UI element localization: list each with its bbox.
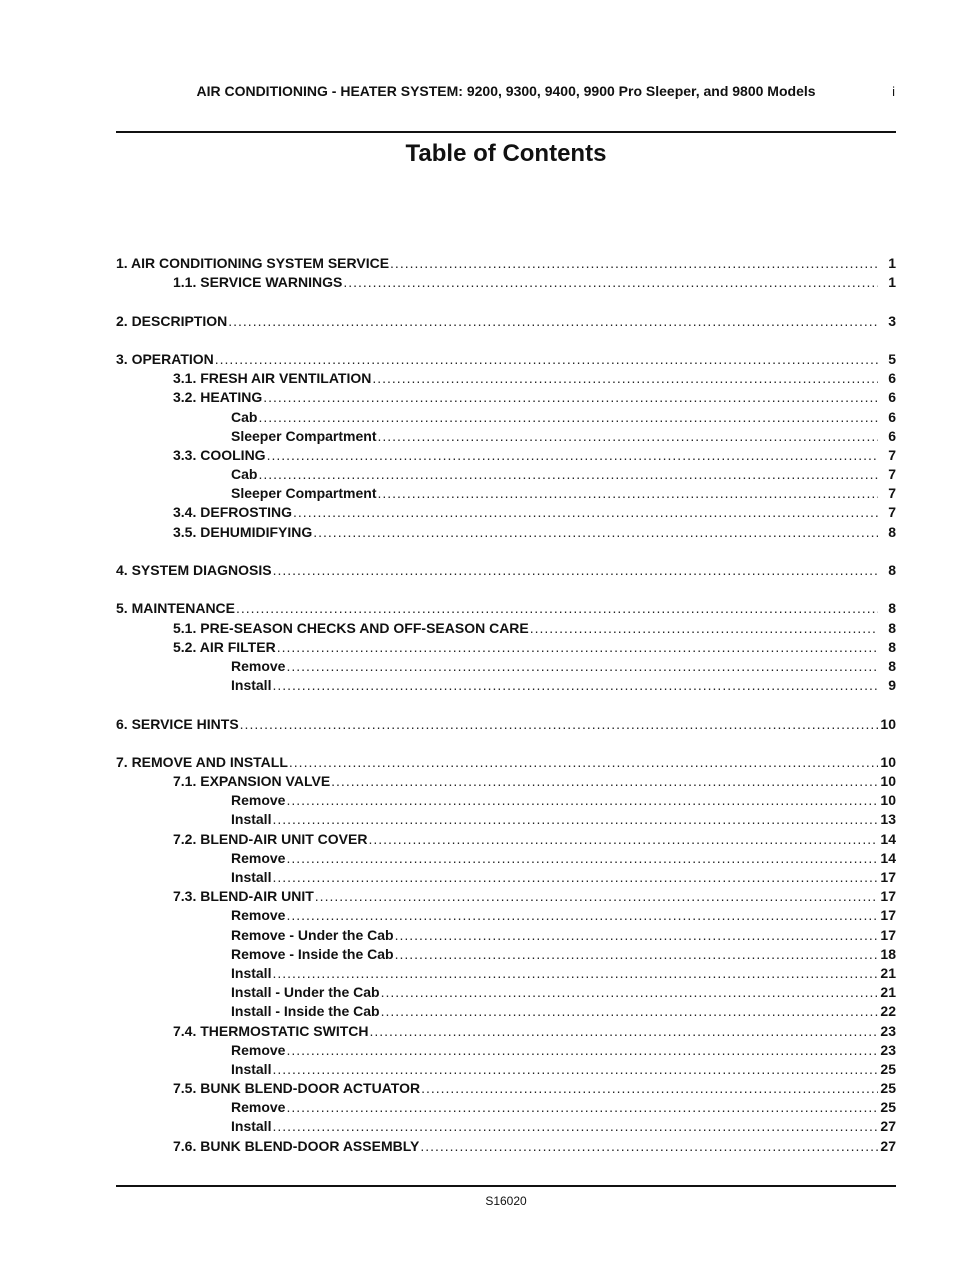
toc-entry-page[interactable]: 23: [880, 1041, 896, 1058]
toc-entry-label[interactable]: Sleeper Compartment: [231, 485, 377, 502]
toc-entry-page[interactable]: 17: [880, 926, 896, 943]
toc-entry-page[interactable]: 8: [888, 600, 896, 617]
toc-entry-page[interactable]: 21: [880, 984, 896, 1001]
dot-leader: [372, 369, 878, 388]
toc-entry-label[interactable]: Install: [231, 964, 272, 981]
dot-leader: [286, 849, 878, 868]
toc-entry-page[interactable]: 6: [888, 389, 896, 406]
toc-entry-page[interactable]: 7: [888, 485, 896, 502]
toc-entry[interactable]: [116, 523, 896, 542]
toc-entry-label[interactable]: Install: [231, 869, 272, 885]
toc-entry[interactable]: [116, 619, 896, 638]
toc-entry[interactable]: [116, 926, 896, 945]
toc-entry-label[interactable]: 7.5. BUNK BLEND-DOOR ACTUATOR: [173, 1080, 421, 1097]
dot-leader: [272, 676, 878, 695]
toc-entry[interactable]: [116, 983, 896, 1002]
toc-entry[interactable]: [116, 849, 896, 868]
toc-entry[interactable]: [116, 810, 896, 829]
toc-entry[interactable]: [116, 830, 896, 849]
toc-entry-label[interactable]: Cab: [231, 466, 258, 483]
toc-entry[interactable]: [116, 657, 896, 676]
toc-entry[interactable]: [116, 791, 896, 810]
toc-entry-label[interactable]: 3. OPERATION: [116, 350, 214, 367]
toc-entry[interactable]: [116, 503, 896, 522]
toc-entry-label[interactable]: Remove: [231, 907, 286, 924]
toc-entry[interactable]: [116, 887, 896, 906]
toc-entry[interactable]: [116, 369, 896, 388]
toc-entry-page[interactable]: 27: [880, 1118, 896, 1135]
toc-entry-label[interactable]: 5.2. AIR FILTER: [173, 638, 276, 655]
header-divider: [116, 131, 896, 133]
toc-entry[interactable]: [116, 772, 896, 791]
toc-entry-page[interactable]: 10: [880, 773, 896, 790]
toc-entry-label[interactable]: 7.2. BLEND-AIR UNIT COVER: [173, 830, 368, 847]
toc-entry[interactable]: [116, 1022, 896, 1041]
toc-entry-label[interactable]: Remove: [231, 1099, 286, 1116]
toc-entry-page[interactable]: 18: [880, 945, 896, 962]
toc-entry[interactable]: [116, 638, 896, 657]
dot-leader: [377, 484, 878, 503]
dot-leader: [286, 1041, 878, 1060]
dot-leader: [240, 715, 878, 734]
toc-title: Table of Contents: [405, 140, 607, 167]
toc-entry-label[interactable]: 5.1. PRE-SEASON CHECKS AND OFF-SEASON CARE: [173, 619, 529, 636]
dot-leader: [381, 983, 878, 1002]
toc-entry-page[interactable]: 5: [888, 350, 896, 367]
toc-entry-label[interactable]: Install: [231, 1060, 272, 1077]
dot-leader: [236, 599, 878, 618]
toc-entry-page[interactable]: 14: [880, 849, 896, 866]
toc-entry[interactable]: [116, 427, 896, 446]
toc-entry-page[interactable]: 1: [888, 255, 896, 271]
document-code: S16020: [485, 1194, 527, 1208]
toc-entry-page[interactable]: 13: [880, 811, 896, 828]
footer-divider: [116, 1185, 896, 1187]
toc-entry-label[interactable]: 4. SYSTEM DIAGNOSIS: [116, 562, 272, 578]
toc-entry-page[interactable]: 9: [888, 677, 896, 694]
toc-entry-label[interactable]: Install: [231, 1118, 272, 1135]
toc-entry[interactable]: [116, 1079, 896, 1098]
toc-entry-page[interactable]: 25: [880, 1080, 896, 1097]
toc-entry-label[interactable]: 7.3. BLEND-AIR UNIT: [173, 888, 314, 905]
toc-entry-label[interactable]: 6. SERVICE HINTS: [116, 715, 239, 732]
toc-entry-label[interactable]: Install: [231, 811, 272, 828]
toc-entry-page[interactable]: 23: [880, 1022, 896, 1039]
dot-leader: [420, 1137, 878, 1156]
dot-leader: [395, 926, 878, 945]
toc-entry-page[interactable]: 27: [880, 1137, 896, 1154]
toc-entry-page[interactable]: 7: [888, 504, 896, 521]
toc-entry[interactable]: [116, 446, 896, 465]
toc-entry[interactable]: [116, 1098, 896, 1117]
toc-entry-page[interactable]: 8: [888, 619, 896, 636]
toc-entry-page[interactable]: 7: [888, 466, 896, 483]
dot-leader: [272, 964, 878, 983]
toc-entry[interactable]: [116, 388, 896, 407]
toc-entry[interactable]: [116, 1117, 896, 1136]
dot-leader: [263, 388, 878, 407]
dot-leader: [395, 945, 878, 964]
toc-entry[interactable]: [116, 964, 896, 983]
toc-entry[interactable]: [116, 676, 896, 695]
toc-entry-page[interactable]: 8: [888, 657, 896, 674]
toc-entry-page[interactable]: 8: [888, 523, 896, 540]
toc-entry-label[interactable]: 7.1. EXPANSION VALVE: [173, 773, 331, 790]
dot-leader: [215, 350, 878, 369]
toc-entry-page[interactable]: 8: [888, 562, 896, 578]
toc-entry-label[interactable]: 3.5. DEHUMIDIFYING: [173, 523, 313, 540]
toc-entry-label[interactable]: 7.6. BUNK BLEND-DOOR ASSEMBLY: [173, 1137, 420, 1154]
toc-entry-label[interactable]: 5. MAINTENANCE: [116, 600, 236, 617]
dot-leader: [286, 657, 878, 676]
dot-leader: [272, 810, 878, 829]
toc-entry-label[interactable]: Remove: [231, 792, 286, 809]
toc-entry-page[interactable]: 10: [880, 792, 896, 809]
toc-entry-label[interactable]: 3.1. FRESH AIR VENTILATION: [173, 370, 372, 387]
toc-entry-label[interactable]: 3.4. DEFROSTING: [173, 504, 293, 521]
toc-entry-label[interactable]: Remove - Under the Cab: [231, 926, 394, 943]
toc-entry[interactable]: [116, 945, 896, 964]
dot-leader: [272, 868, 878, 887]
toc-entry-page[interactable]: 8: [888, 638, 896, 655]
toc-entry-page[interactable]: 21: [880, 964, 896, 981]
toc-entry-label[interactable]: Install - Inside the Cab: [231, 1003, 380, 1020]
toc-entry-page[interactable]: 17: [880, 907, 896, 924]
dot-leader: [286, 791, 878, 810]
dot-leader: [293, 503, 878, 522]
dot-leader: [313, 523, 878, 542]
toc-entry[interactable]: [116, 753, 896, 772]
toc-entry-label[interactable]: Remove: [231, 657, 286, 674]
toc-entry-label[interactable]: 1.1. SERVICE WARNINGS: [173, 274, 343, 291]
toc-entry[interactable]: [116, 312, 896, 331]
toc-entry[interactable]: [116, 484, 896, 503]
toc-entry-label[interactable]: Remove: [231, 849, 286, 866]
dot-leader: [272, 1117, 878, 1136]
toc-entry-label[interactable]: 1. AIR CONDITIONING SYSTEM SERVICE: [116, 255, 390, 271]
dot-leader: [286, 1098, 878, 1117]
toc-entry[interactable]: [116, 906, 896, 925]
table-of-contents: [116, 254, 896, 1156]
toc-entry-page[interactable]: 22: [880, 1003, 896, 1020]
dot-leader: [228, 312, 878, 331]
toc-entry-label[interactable]: 2. DESCRIPTION: [116, 312, 228, 329]
toc-entry-label[interactable]: Install: [231, 677, 272, 694]
toc-entry-page[interactable]: 3: [888, 312, 896, 329]
dot-leader: [381, 1002, 878, 1021]
toc-entry-label[interactable]: Remove - Inside the Cab: [231, 945, 394, 962]
toc-entry[interactable]: [116, 561, 896, 580]
toc-entry[interactable]: [116, 1002, 896, 1021]
dot-leader: [258, 408, 878, 427]
toc-entry[interactable]: [116, 1137, 896, 1156]
dot-leader: [421, 1079, 878, 1098]
toc-entry[interactable]: [116, 350, 896, 369]
toc-entry-page[interactable]: 10: [880, 715, 896, 732]
toc-entry[interactable]: [116, 599, 896, 618]
dot-leader: [315, 887, 878, 906]
dot-leader: [267, 446, 878, 465]
toc-entry[interactable]: [116, 273, 896, 292]
toc-entry-page[interactable]: 7: [888, 446, 896, 463]
page-number: i: [892, 84, 895, 99]
toc-entry[interactable]: [116, 465, 896, 484]
dot-leader: [289, 753, 878, 772]
toc-entry-page[interactable]: 25: [880, 1099, 896, 1116]
toc-entry-label[interactable]: Sleeper Compartment: [231, 427, 377, 444]
dot-leader: [286, 906, 878, 925]
toc-entry-page[interactable]: 10: [880, 753, 896, 770]
header-title: AIR CONDITIONING - HEATER SYSTEM: 9200, 9300, 9400, 9900 Pro Sleeper, and 9800 Models: [196, 83, 816, 99]
toc-entry-page[interactable]: 14: [880, 830, 896, 847]
dot-leader: [273, 561, 878, 580]
toc-entry[interactable]: [116, 408, 896, 427]
toc-entry-label[interactable]: 7.4. THERMOSTATIC SWITCH: [173, 1022, 369, 1039]
toc-entry-label[interactable]: Cab: [231, 408, 258, 425]
toc-entry-page[interactable]: 6: [888, 408, 896, 425]
dot-leader: [258, 465, 878, 484]
toc-entry-label[interactable]: 7. REMOVE AND INSTALL: [116, 753, 288, 770]
dot-leader: [331, 772, 878, 791]
toc-entry-page[interactable]: 25: [880, 1060, 896, 1077]
toc-entry[interactable]: [116, 1041, 896, 1060]
toc-entry[interactable]: [116, 715, 896, 734]
dot-leader: [277, 638, 878, 657]
dot-leader: [272, 1060, 878, 1079]
toc-entry-page[interactable]: 17: [880, 888, 896, 905]
toc-entry-label[interactable]: 3.2. HEATING: [173, 389, 263, 406]
dot-leader: [530, 619, 878, 638]
dot-leader: [368, 830, 878, 849]
toc-entry-page[interactable]: 17: [880, 869, 896, 885]
toc-entry[interactable]: [116, 868, 896, 887]
running-header: [116, 82, 896, 101]
toc-entry-page[interactable]: 6: [888, 427, 896, 444]
toc-entry-label[interactable]: Install - Under the Cab: [231, 984, 380, 1001]
toc-entry[interactable]: [116, 1060, 896, 1079]
toc-entry-label[interactable]: Remove: [231, 1041, 286, 1058]
dot-leader: [390, 254, 878, 273]
dot-leader: [369, 1022, 878, 1041]
toc-entry-label[interactable]: 3.3. COOLING: [173, 446, 266, 463]
dot-leader: [377, 427, 878, 446]
toc-entry-page[interactable]: 6: [888, 370, 896, 387]
toc-entry[interactable]: [116, 254, 896, 273]
toc-entry-page[interactable]: 1: [888, 274, 896, 291]
dot-leader: [343, 273, 878, 292]
